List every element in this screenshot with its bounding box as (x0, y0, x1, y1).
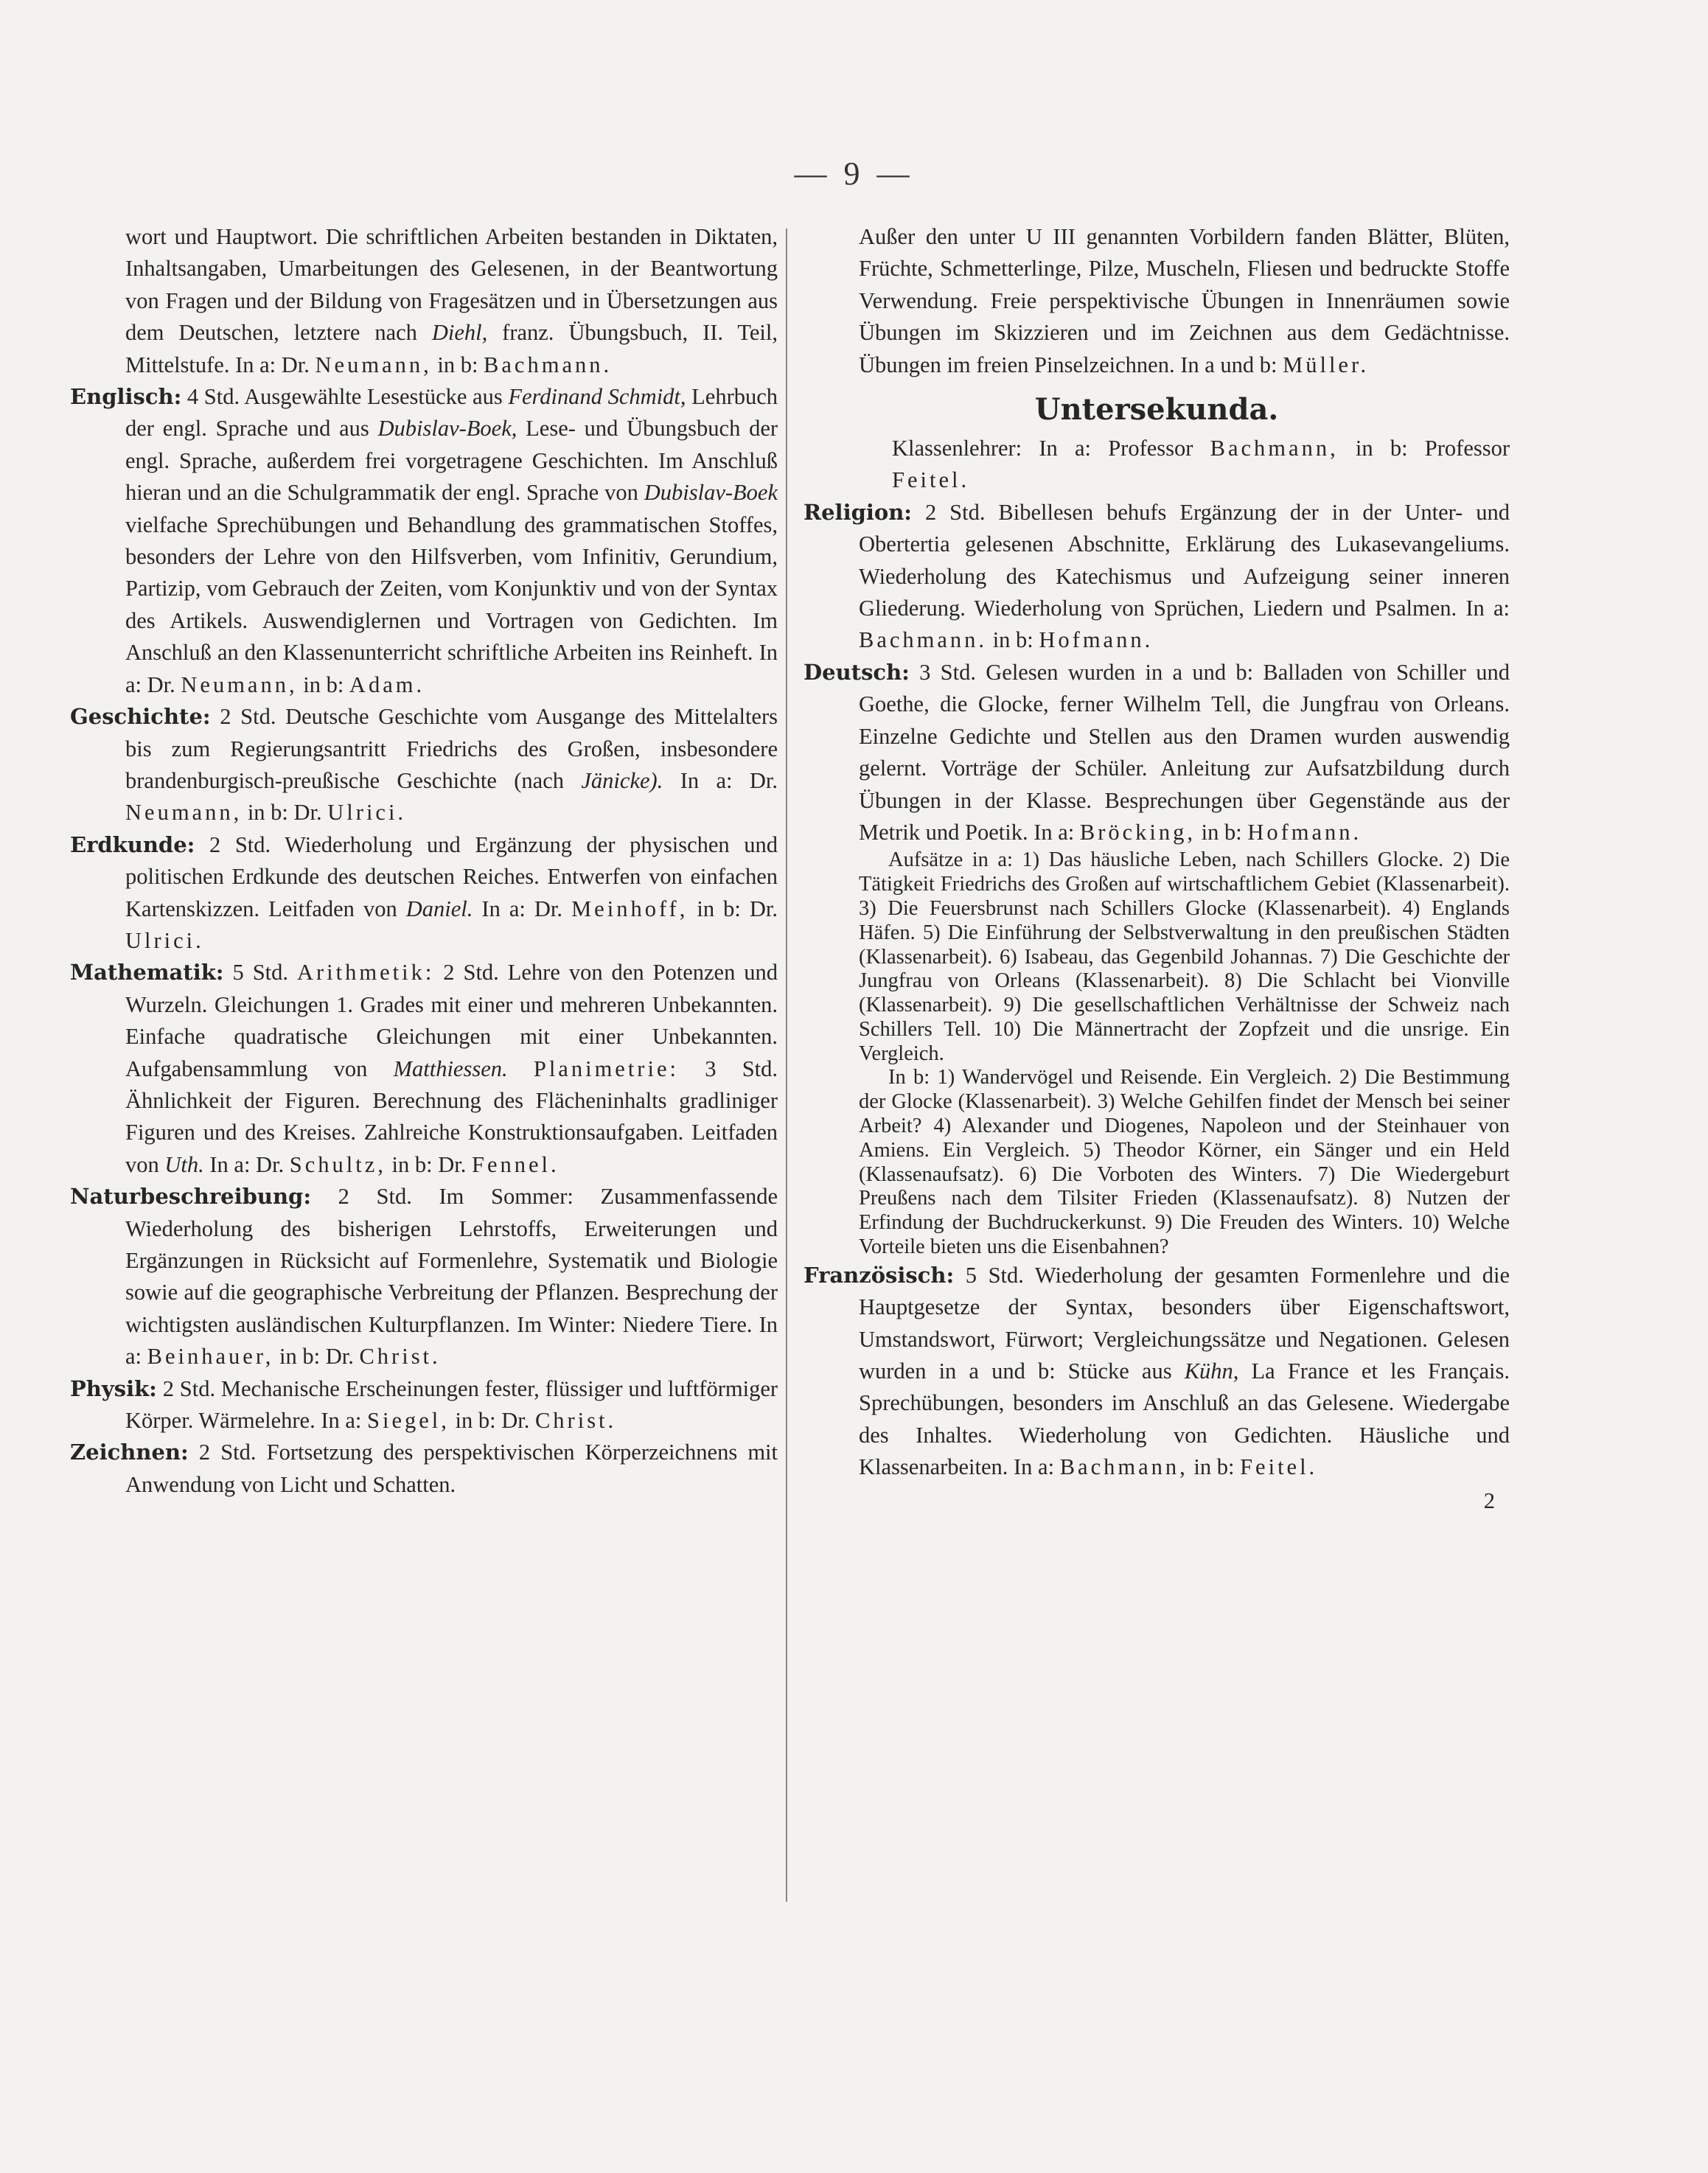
zeichnen-paragraph: Zeichnen: 2 Std. Fortsetzung des perspektivischen Körperzeichnens mit Anwendung von Licht und Schatten. (70, 1440, 778, 1497)
klassenlehrer-line: Klassenlehrer: In a: Professor Bachmann, in b: Professor Feitel. (892, 436, 1510, 493)
left-column (70, 221, 778, 1501)
geschichte-heading: Geschichte: (70, 704, 211, 730)
naturbeschreibung-heading: Naturbeschreibung: (70, 1184, 312, 1210)
column-divider (786, 229, 787, 1902)
erdkunde-paragraph: Erdkunde: 2 Std. Wiederholung und Ergänzung der physischen und politischen Erdkunde des deutschen Reiches. Entwerfen von einfachen Kartenskizzen. Leitfaden von Daniel. In a: Dr. Meinhoff, in b: Dr. Ulrici. (70, 831, 778, 953)
franzoesisch-paragraph: Französisch: 5 Std. Wiederholung der gesamten Formenlehre und die Hauptgesetze der Syntax, besonders über Eigenschaftswort, Umstandswort, Fürwort; Vergleichungssätze und Negationen. Gelesen wurden in a und b: Stücke aus Kühn, La France et les Français. Sprechübungen, besonders im Anschluß an das Gelesene. Wiedergabe des Inhaltes. Wiederholung von Gedichten. Häusliche und Klassenarbeiten. In a: Bachmann, in b: Feitel. (804, 1262, 1510, 1480)
section-title: Untersekunda. (1034, 392, 1279, 428)
zeichnen-continuation: Außer den unter U III genannten Vorbildern fanden Blätter, Blüten, Früchte, Schmetterlinge, Pilze, Muscheln, Fliesen und bedruckte Stoffe Verwendung. Freie perspektivische Übungen in Innenräumen sowie Übungen im Skizzieren und im Zeichnen aus dem Gedächtnisse. Übungen im freien Pinselzeichnen. In a und b: Müller. (859, 224, 1510, 377)
franzoesisch-heading: Französisch: (804, 1262, 955, 1288)
englisch-paragraph: Englisch: 4 Std. Ausgewählte Lesestücke aus Ferdinand Schmidt, Lehrbuch der engl. Sprache und aus Dubislav-Boek, Lese- und Übungsbuch der engl. Sprache, außerdem frei vorgetragene Geschichten. Im Anschluß hieran und an die Schulgrammatik der engl. Sprache von Dubislav-Boek vielfache Sprechübungen und Behandlung des grammatischen Stoffes, besonders der Lehre von den Hilfsverben, vom Infinitiv, Gerundium, Partizip, vom Gebrauch der Zeiten, vom Konjunktiv und von der Syntax des Artikels. Auswendiglernen und Vortragen von Gedichten. Im Anschluß an den Klassenunterricht schriftliche Arbeiten ins Reinheft. In a: Dr. Neumann, in b: Adam. (70, 384, 778, 697)
englisch-heading: Englisch: (70, 384, 182, 410)
right-column (804, 221, 1510, 1517)
naturbeschreibung-paragraph: Naturbeschreibung: 2 Std. Im Sommer: Zusammenfassende Wiederholung des bisherigen Lehrstoffs, Erweiterungen und Ergänzungen in Rücksicht auf Formenlehre, Systematik und Biologie sowie auf die geographische Verbreitung der Pflanzen. Besprechung der wichtigsten ausländischen Kulturpflanzen. Im Winter: Niedere Tiere. In a: Beinhauer, in b: Dr. Christ. (70, 1184, 778, 1370)
paragraph-continuation: wort und Hauptwort. Die schriftlichen Arbeiten bestanden in Diktaten, Inhaltsangaben, Umarbeitungen des Gelesenen, in der Beantwortung von Fragen und der Bildung von Fragesätzen und in Übersetzungen aus dem Deutschen, letztere nach Diehl, franz. Übungsbuch, II. Teil, Mittelstufe. In a: Dr. Neumann, in b: Bachmann. (125, 224, 778, 377)
mathematik-paragraph: Mathematik: 5 Std. Arithmetik: 2 Std. Lehre von den Potenzen und Wurzeln. Gleichungen 1. Grades mit einer und mehreren Unbekannten. Einfache quadratische Gleichungen mit einer Unbekannten. Aufgabensammlung von Matthiessen. Planimetrie: 3 Std. Ähnlichkeit der Figuren. Berechnung des Flächeninhalts gradliniger Figuren und des Kreises. Zahlreiche Konstruktionsaufgaben. Leitfaden von Uth. In a: Dr. Schultz, in b: Dr. Fennel. (70, 960, 778, 1177)
erdkunde-heading: Erdkunde: (70, 831, 195, 857)
aufsaetze-b: In b: 1) Wandervögel und Reisende. Ein Vergleich. 2) Die Bestimmung der Glocke (Klassenarbeit). 3) Welche Gehilfen findet der Mensch bei seiner Arbeit? 4) Alexander und Diogenes, Napoleon und der Steinhauer von Amiens. Ein Vergleich. 5) Theodor Körner, ein Sänger und ein Held (Klassenaufsatz). 6) Die Vorboten des Winters. 7) Die Wiedergeburt Preußens nach dem Tilsiter Frieden (Klassenaufsatz). 8) Nutzen der Erfindung der Buchdruckerkunst. 9) Die Freuden des Winters. 10) Welche Vorteile bieten uns die Eisenbahnen? (859, 1066, 1510, 1259)
geschichte-paragraph: Geschichte: 2 Std. Deutsche Geschichte vom Ausgange des Mittelalters bis zum Regierungsantritt Friedrichs des Großen, insbesondere brandenburgisch-preußische Geschichte (nach Jänicke). In a: Dr. Neumann, in b: Dr. Ulrici. (70, 704, 778, 826)
page-number: — 9 — (794, 156, 914, 192)
signature-mark: 2 (1483, 1487, 1495, 1513)
aufsaetze-a: Aufsätze in a: 1) Das häusliche Leben, nach Schillers Glocke. 2) Die Tätigkeit Friedrichs des Großen auf wirtschaftlichem Gebiet (Klassenarbeit). 3) Die Feuersbrunst nach Schillers Glocke (Klassenarbeit). 4) Englands Häfen. 5) Die Einführung der Selbstverwaltung in den preußischen Städten (Klassenarbeit). 6) Isabeau, das Gegenbild Johannas. 7) Die Geschichte der Jungfrau von Orleans (Klassenarbeit). 8) Die Schlacht bei Vionville (Klassenarbeit). 9) Die gesellschaftlichen Verhältnisse der Schweiz nach Schillers Tell. 10) Die Männertracht der Zopfzeit und die unsrige. Ein Vergleich. (859, 848, 1510, 1065)
zeichnen-heading: Zeichnen: (70, 1440, 189, 1465)
deutsch-paragraph: Deutsch: 3 Std. Gelesen wurden in a und b: Balladen von Schiller und Goethe, die Glocke, ferner Wilhelm Tell, die Jungfrau von Orleans. Einzelne Gedichte und Stellen aus den Dramen wurden auswendig gelernt. Vorträge der Schüler. Anleitung zur Aufsatzbildung durch Übungen in der Klasse. Besprechungen über Gegenstände aus der Metrik und Poetik. In a: Bröcking, in b: Hofmann. (804, 659, 1510, 845)
physik-paragraph: Physik: 2 Std. Mechanische Erscheinungen fester, flüssiger und luftförmiger Körper. Wärmelehre. In a: Siegel, in b: Dr. Christ. (70, 1375, 778, 1434)
mathematik-heading: Mathematik: (70, 960, 224, 986)
aufsaetze-block (804, 848, 1510, 1260)
physik-heading: Physik: (70, 1375, 157, 1401)
religion-paragraph: Religion: 2 Std. Bibellesen behufs Ergänzung der in der Unter- und Obertertia gelesenen Abschnitte, Erklärung des Lukasevangeliums. Wiederholung des Katechismus und Aufzeigung seiner inneren Gliederung. Wiederholung von Sprüchen, Liedern und Psalmen. In a: Bachmann. in b: Hofmann. (804, 499, 1510, 653)
deutsch-heading: Deutsch: (804, 659, 910, 685)
religion-heading: Religion: (804, 499, 913, 525)
